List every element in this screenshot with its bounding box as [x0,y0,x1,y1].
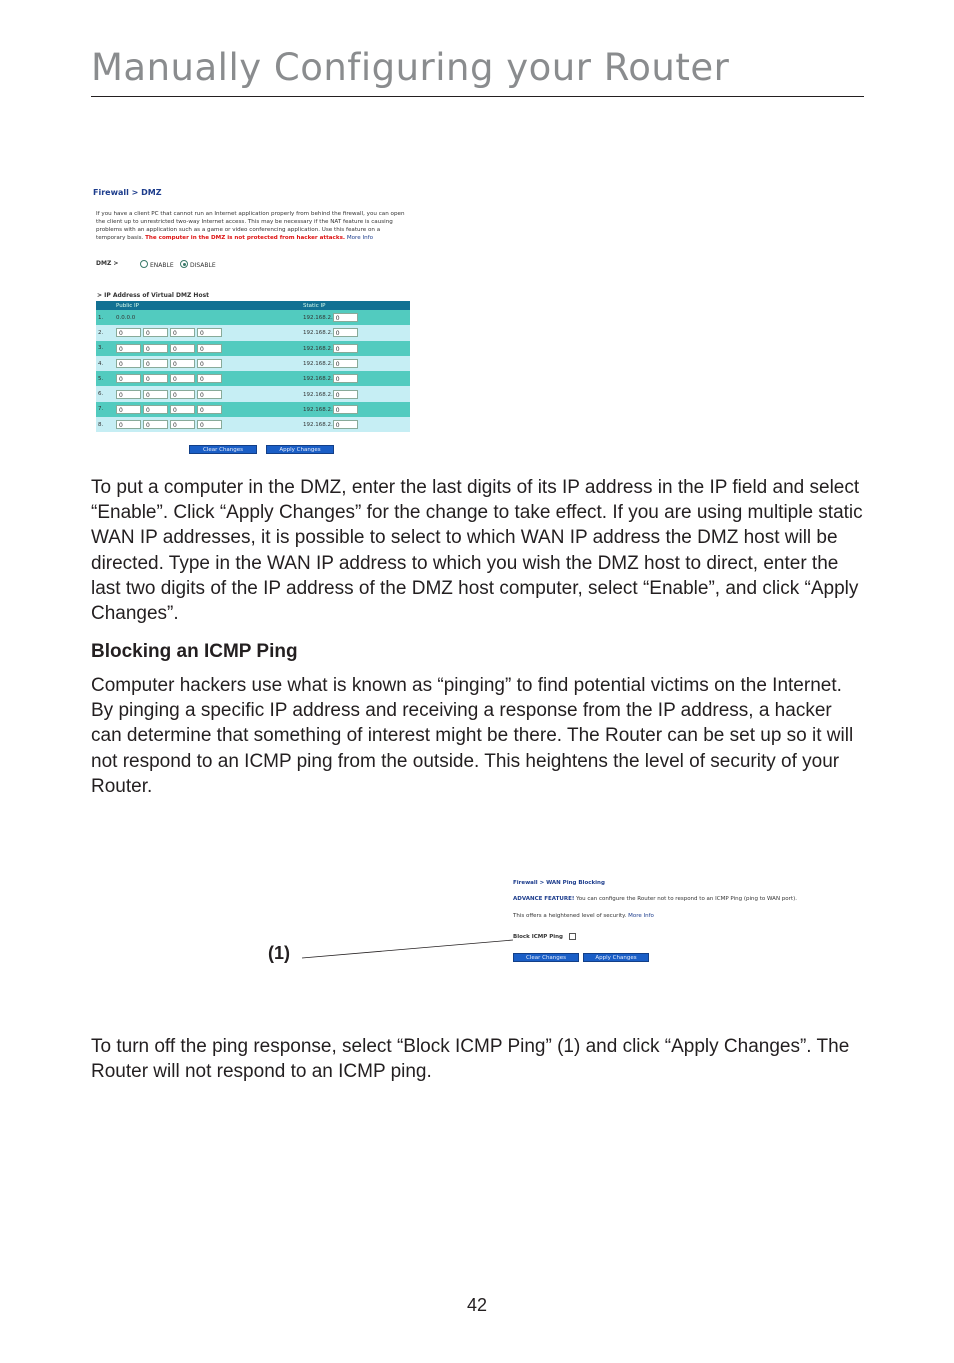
static-ip-prefix: 192.168.2. [303,406,333,413]
static-ip-prefix: 192.168.2. [303,345,333,352]
public-ip-octet-input[interactable]: 0 [197,328,222,337]
row-number: 2. [96,325,114,340]
static-ip-prefix: 192.168.2. [303,330,333,337]
public-ip-octet-input[interactable]: 0 [197,420,222,429]
icmp-breadcrumb: Firewall > WAN Ping Blocking [513,880,605,886]
public-ip-octet-input[interactable]: 0 [143,359,168,368]
public-ip-octet-input[interactable]: 0 [116,420,141,429]
static-ip-input[interactable]: 0 [333,420,358,429]
enable-label: ENABLE [150,262,174,269]
public-ip-octet-input[interactable]: 0 [197,390,222,399]
block-icmp-label: Block ICMP Ping [513,934,563,940]
advance-text: You can configure the Router not to respond to an ICMP Ping (ping to WAN port). [574,896,797,902]
row-number: 8. [96,417,114,432]
dmz-breadcrumb: Firewall > DMZ [93,188,162,197]
advance-label: ADVANCE FEATURE! [513,896,575,902]
public-ip-octet-input[interactable]: 0 [143,405,168,414]
static-ip-input[interactable]: 0 [333,344,358,353]
icmp-apply-changes-button[interactable]: Apply Changes [583,953,649,962]
static-ip-input[interactable]: 0 [333,359,358,368]
public-ip-octet-input[interactable]: 0 [170,420,195,429]
static-ip-prefix: 192.168.2. [303,315,333,322]
icmp-clear-changes-button[interactable]: Clear Changes [513,953,579,962]
disable-label: DISABLE [190,262,216,269]
public-ip-octet-input[interactable]: 0 [116,328,141,337]
dmz-label: DMZ > [96,260,119,267]
icmp-more-info-link[interactable]: More Info [628,913,654,919]
public-ip-octet-input[interactable]: 0 [116,374,141,383]
public-ip-octet-input[interactable]: 0 [170,374,195,383]
row-number: 3. [96,341,114,356]
static-ip-input[interactable]: 0 [333,390,358,399]
static-ip-input[interactable]: 0 [333,405,358,414]
static-ip-prefix: 192.168.2. [303,422,333,429]
public-ip-octet-input[interactable]: 0 [116,359,141,368]
row-number: 1. [96,310,114,325]
table-header-static-ip: Static IP [301,301,410,310]
public-ip-octet-input[interactable]: 0 [197,374,222,383]
public-ip-octet-input[interactable]: 0 [197,405,222,414]
static-ip-input[interactable]: 0 [333,374,358,383]
public-ip-octet-input[interactable]: 0 [143,328,168,337]
dmz-desc-warning: The computer in the DMZ is not protected from hacker attacks. [145,235,346,241]
icmp-paragraph: Computer hackers use what is known as “pinging” to find potential victims on the Internet. By pinging a specific IP address and receiving a response from the IP address, a hacker can determine that something of interest might be there. The Router can be set up so it will not respond to an ICMP ping from the outside. This heightens the level of security of your Router. [91,675,854,797]
public-ip-octet-input[interactable]: 0 [170,359,195,368]
row-number: 6. [96,386,114,401]
public-ip-octet-input[interactable]: 0 [170,328,195,337]
dmz-host-section-label: > IP Address of Virtual DMZ Host [97,292,210,299]
security-text: This offers a heightened level of security. [513,913,629,919]
public-ip-octet-input[interactable]: 0 [143,390,168,399]
static-ip-input[interactable]: 0 [333,313,358,322]
static-ip-prefix: 192.168.2. [303,376,333,383]
page-number: 42 [466,1295,488,1315]
table-header-public-ip: Public IP [114,301,301,310]
public-ip-octet-input[interactable]: 0 [116,344,141,353]
clear-changes-button[interactable]: Clear Changes [189,445,257,454]
static-ip-prefix: 192.168.2. [303,391,333,398]
public-ip-value: 0.0.0.0 [116,314,136,321]
public-ip-octet-input[interactable]: 0 [197,344,222,353]
page-title: Manually Configuring your Router [91,46,730,89]
public-ip-octet-input[interactable]: 0 [143,374,168,383]
static-ip-input[interactable]: 0 [333,328,358,337]
ping-paragraph: To turn off the ping response, select “Block ICMP Ping” (1) and click “Apply Changes”. The Router will not respond to an ICMP ping. [91,1036,850,1083]
public-ip-octet-input[interactable]: 0 [170,405,195,414]
row-number: 5. [96,371,114,386]
public-ip-octet-input[interactable]: 0 [170,390,195,399]
public-ip-octet-input[interactable]: 0 [116,405,141,414]
public-ip-octet-input[interactable]: 0 [170,344,195,353]
static-ip-prefix: 192.168.2. [303,361,333,368]
row-number: 7. [96,402,114,417]
section-heading: Blocking an ICMP Ping [91,641,298,662]
row-number: 4. [96,356,114,371]
dmz-more-info-link[interactable]: More Info [346,235,374,241]
public-ip-octet-input[interactable]: 0 [143,344,168,353]
dmz-paragraph: To put a computer in the DMZ, enter the last digits of its IP address in the IP field and select “Enable”. Click “Apply Changes” for the change to take effect. If you are using multiple static WAN IP addresses, it is possible to select to which WAN IP address the DMZ host will be directed. Type in the WAN IP address to which you wish the DMZ host to direct, enter the last two digits of the IP address of the DMZ host computer, select “Enable”, and click “Apply Changes”. [91,477,863,625]
callout-label: (1) [268,943,290,963]
public-ip-octet-input[interactable]: 0 [116,390,141,399]
public-ip-octet-input[interactable]: 0 [197,359,222,368]
apply-changes-button[interactable]: Apply Changes [266,445,334,454]
public-ip-octet-input[interactable]: 0 [143,420,168,429]
dmz-desc-main: If you have a client PC that cannot run an Internet application properly from behind the firewall, you can open the client up to unrestricted two-way Internet access. This may be necessary if the NAT feature is causing problems with an application such as a game or video conferencing application. Use this feature on a temporary basis. [96,211,405,241]
